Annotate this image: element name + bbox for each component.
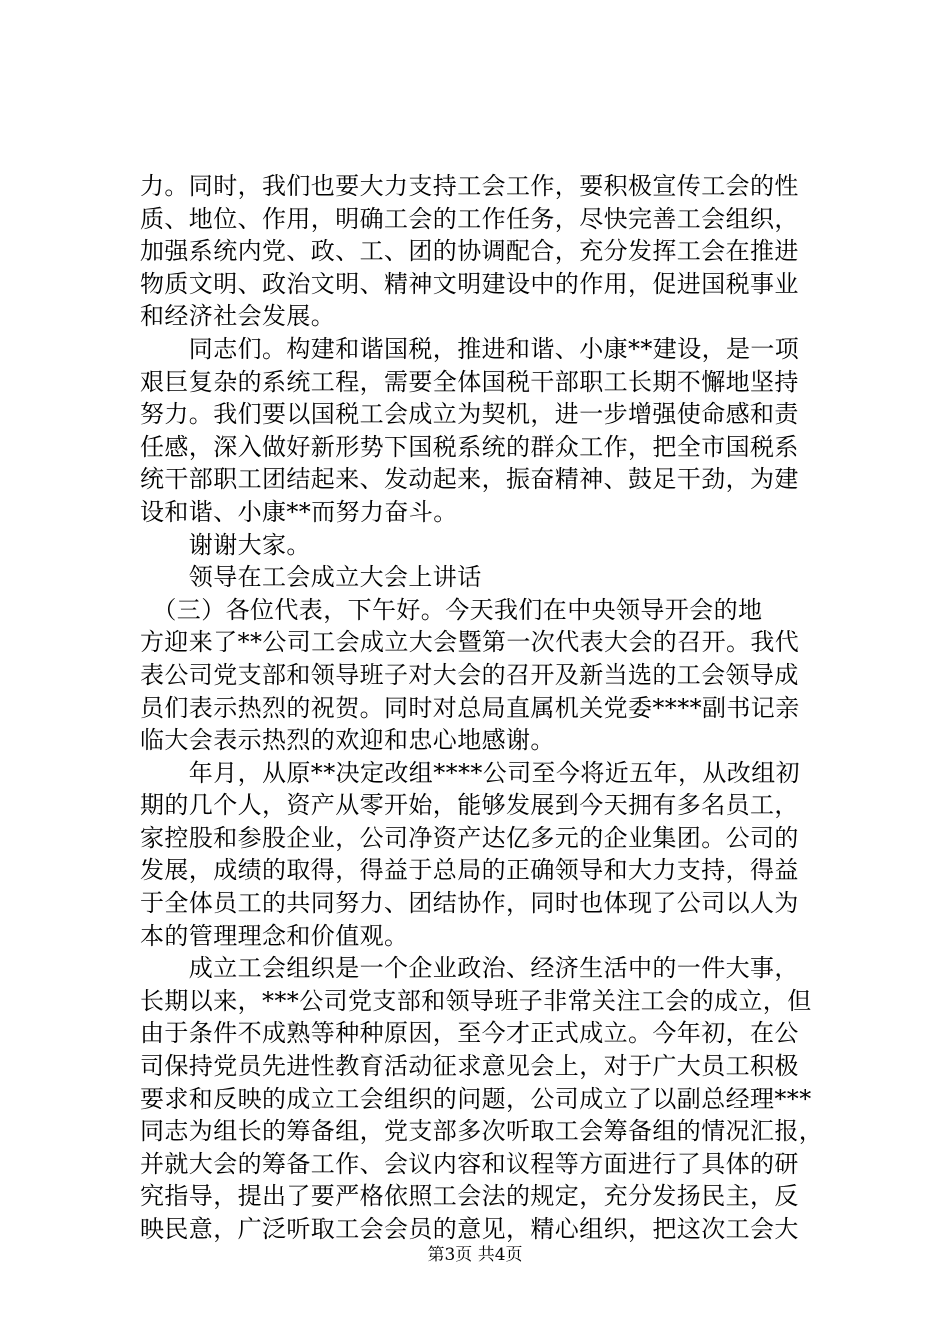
text-line: 努力。我们要以国税工会成立为契机，进一步增强使命感和责 [140, 400, 799, 429]
text-line: 统干部职工团结起来、发动起来，振奋精神、鼓足干劲，为建 [140, 465, 799, 494]
text-line: 同志为组长的筹备组，党支部多次听取工会筹备组的情况汇报， [140, 1117, 824, 1146]
text-line: （三）各位代表，下午好。今天我们在中央领导开会的地 [140, 595, 763, 624]
text-line: 期的几个人，资产从零开始，能够发展到今天拥有多名员工， [140, 791, 799, 820]
text-line: 任感，深入做好新形势下国税系统的群众工作，把全市国税系 [140, 432, 799, 461]
text-line: 由于条件不成熟等种种原因，至今才正式成立。今年初，在公 [140, 1019, 799, 1048]
text-line: 物质文明、政治文明、精神文明建设中的作用，促进国税事业 [140, 269, 799, 298]
text-line: 司保持党员先进性教育活动征求意见会上，对于广大员工积极 [140, 1052, 799, 1081]
text-line: 谢谢大家。 [140, 530, 311, 559]
text-line: 员们表示热烈的祝贺。同时对总局直属机关党委****副书记亲 [140, 693, 800, 722]
text-line: 加强系统内党、政、工、团的协调配合，充分发挥工会在推进 [140, 237, 799, 266]
body-text [140, 170, 840, 1246]
text-line: 设和谐、小康**而努力奋斗。 [140, 497, 458, 526]
text-line: 力。同时，我们也要大力支持工会工作，要积极宣传工会的性 [140, 172, 799, 200]
text-line: 究指导，提出了要严格依照工会法的规定，充分发扬民主，反 [140, 1182, 799, 1211]
text-line: 年月，从原**决定改组****公司至今将近五年，从改组初 [140, 758, 800, 787]
text-line: 质、地位、作用，明确工会的工作任务，尽快完善工会组织， [140, 204, 799, 233]
text-line: 和经济社会发展。 [140, 302, 336, 331]
text-line: 本的管理理念和价值观。 [140, 921, 409, 950]
text-line: 表公司党支部和领导班子对大会的召开及新当选的工会领导成 [140, 660, 799, 689]
text-line: 发展，成绩的取得，得益于总局的正确领导和大力支持，得益 [140, 856, 799, 885]
text-line: 家控股和参股企业，公司净资产达亿多元的企业集团。公司的 [140, 823, 799, 852]
text-line: 于全体员工的共同努力、团结协作，同时也体现了公司以人为 [140, 889, 799, 918]
text-line: 同志们。构建和谐国税，推进和谐、小康**建设，是一项 [140, 334, 800, 363]
text-line: 长期以来，***公司党支部和领导班子非常关注工会的成立，但 [140, 986, 812, 1015]
text-line: 要求和反映的成立工会组织的问题，公司成立了以副总经理*** [140, 1084, 812, 1113]
text-line: 并就大会的筹备工作、会议内容和议程等方面进行了具体的研 [140, 1149, 799, 1178]
text-line: 艰巨复杂的系统工程，需要全体国税干部职工长期不懈地坚持 [140, 367, 799, 396]
text-line: 映民意，广泛听取工会会员的意见，精心组织，把这次工会大 [140, 1215, 799, 1243]
text-line: 成立工会组织是一个企业政治、经济生活中的一件大事， [140, 954, 799, 983]
page-number-footer: 第3页 共4页 [427, 1245, 523, 1265]
text-line: 方迎来了**公司工会成立大会暨第一次代表大会的召开。我代 [140, 628, 800, 657]
section-heading: 领导在工会成立大会上讲话 [140, 563, 482, 592]
text-line: 临大会表示热烈的欢迎和忠心地感谢。 [140, 726, 555, 755]
